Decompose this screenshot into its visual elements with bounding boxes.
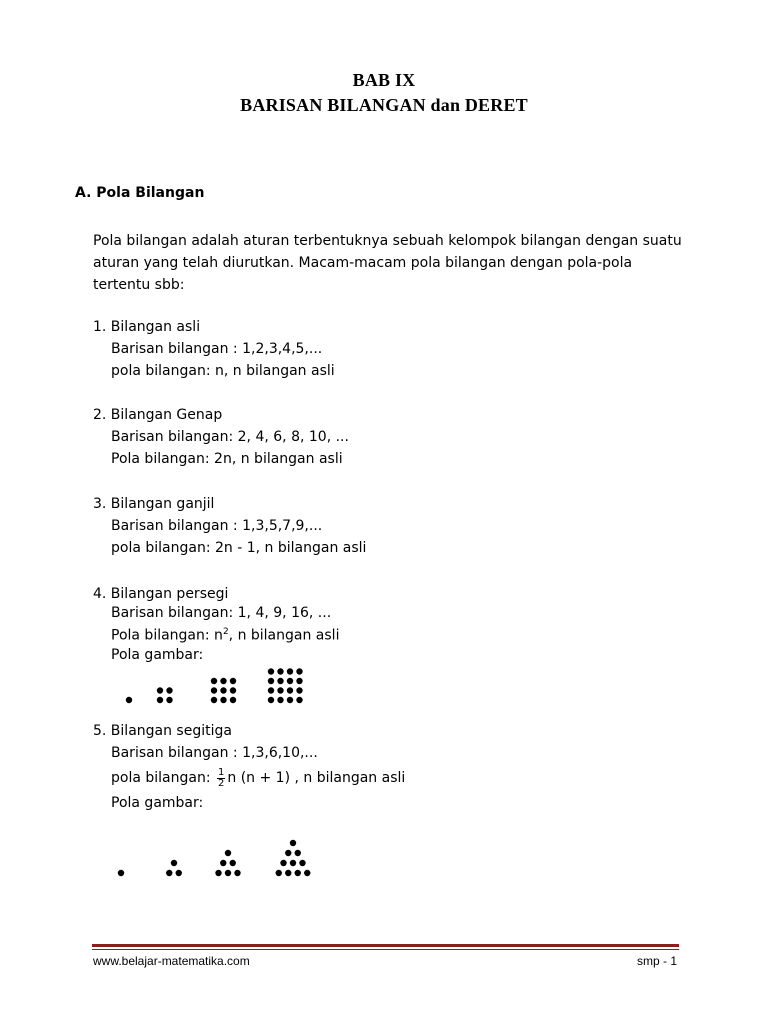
square-pattern-dot [211,687,217,693]
square-pattern-dot [157,687,163,693]
triangle-pattern-dot [171,860,177,866]
item-barisan: Barisan bilangan: 2, 4, 6, 8, 10, ... [111,429,349,445]
section-heading: A. Pola Bilangan [75,185,205,201]
triangle-pattern-dot [295,870,301,876]
intro-line: tertentu sbb: [93,277,185,293]
square-pattern-dot [230,687,236,693]
triangle-pattern-dot [295,850,301,856]
square-pattern-dot [277,697,283,703]
intro-line: aturan yang telah diurutkan. Macam-macam pola bilangan dengan pola-pola [93,255,633,271]
square-pattern-dot [287,687,293,693]
square-pattern-dot [296,687,302,693]
square-pattern-dot [296,668,302,674]
square-pattern-dot [220,687,226,693]
intro-line: Pola bilangan adalah aturan terbentuknya sebuah kelompok bilangan dengan suatu [93,233,682,249]
item-title: 3. Bilangan ganjil [93,496,215,512]
triangle-pattern-dot [225,870,231,876]
square-pattern-dot [287,668,293,674]
fraction-numerator: 1 [218,766,225,778]
footer-rule-thin [92,949,679,950]
square-pattern-dot [287,678,293,684]
item-title: 1. Bilangan asli [93,319,201,335]
square-dot-patterns [126,668,303,703]
triangle-pattern-dot [220,860,226,866]
square-pattern-dot [268,668,274,674]
square-pattern-dot [230,678,236,684]
chapter-title: BARISAN BILANGAN dan DERET [240,95,528,115]
pola-suffix: , n bilangan asli [228,627,340,644]
item-pola: Pola bilangan: 2n, n bilangan asli [111,451,343,467]
triangle-pattern-dot [299,860,305,866]
triangle-dot-patterns [118,840,311,876]
chapter-number: BAB IX [352,70,416,90]
footer-rule-thick [92,944,679,947]
item-pola: pola bilangan: n, n bilangan asli [111,363,335,379]
triangle-pattern-dot [304,870,310,876]
item-gambar-label: Pola gambar: [111,795,204,811]
square-pattern-dot [296,678,302,684]
pola-prefix: Pola bilangan: n [111,627,223,644]
square-pattern-dot [166,687,172,693]
triangle-pattern-dot [290,840,296,846]
pola-suffix: n (n + 1) , n bilangan asli [227,770,406,786]
square-pattern-dot [277,668,283,674]
item-title: 4. Bilangan persegi [93,586,229,602]
square-pattern-dot [166,697,172,703]
square-pattern-dot [277,678,283,684]
square-pattern-dot [287,697,293,703]
triangle-pattern-dot [230,860,236,866]
triangle-pattern-dot [118,870,124,876]
item-title: 2. Bilangan Genap [93,407,223,423]
square-pattern-dot [157,697,163,703]
item-gambar-label: Pola gambar: [111,646,204,663]
triangle-pattern-dot [280,860,286,866]
square-pattern-dot [220,678,226,684]
triangle-pattern-dot [234,870,240,876]
triangle-pattern-dot [215,870,221,876]
square-pattern-dot [126,697,132,703]
fraction-denominator: 2 [218,777,225,789]
square-pattern-dot [268,687,274,693]
square-pattern-dot [268,678,274,684]
square-pattern-dot [296,697,302,703]
square-pattern-dot [220,697,226,703]
item-barisan: Barisan bilangan : 1,2,3,4,5,... [111,341,323,357]
square-pattern-dot [211,697,217,703]
item-title: 5. Bilangan segitiga [93,723,232,739]
item-barisan: Barisan bilangan : 1,3,6,10,... [111,745,318,761]
square-pattern-dot [277,687,283,693]
pola-exponent: 2 [222,627,229,637]
footer-page-number: smp - 1 [636,954,677,968]
triangle-pattern-dot [285,870,291,876]
square-pattern-dot [268,697,274,703]
pola-prefix: pola bilangan: [111,770,211,786]
triangle-pattern-dot [225,850,231,856]
triangle-pattern-dot [176,870,182,876]
item-barisan: Barisan bilangan : 1,3,5,7,9,... [111,518,323,534]
triangle-pattern-dot [276,870,282,876]
triangle-pattern-dot [290,860,296,866]
triangle-pattern-dot [285,850,291,856]
square-pattern-dot [230,697,236,703]
triangle-pattern-dot [166,870,172,876]
square-pattern-dot [211,678,217,684]
item-barisan: Barisan bilangan: 1, 4, 9, 16, ... [111,605,332,621]
item-pola: pola bilangan: 2n - 1, n bilangan asli [111,540,367,556]
footer-website: www.belajar-matematika.com [93,954,250,968]
